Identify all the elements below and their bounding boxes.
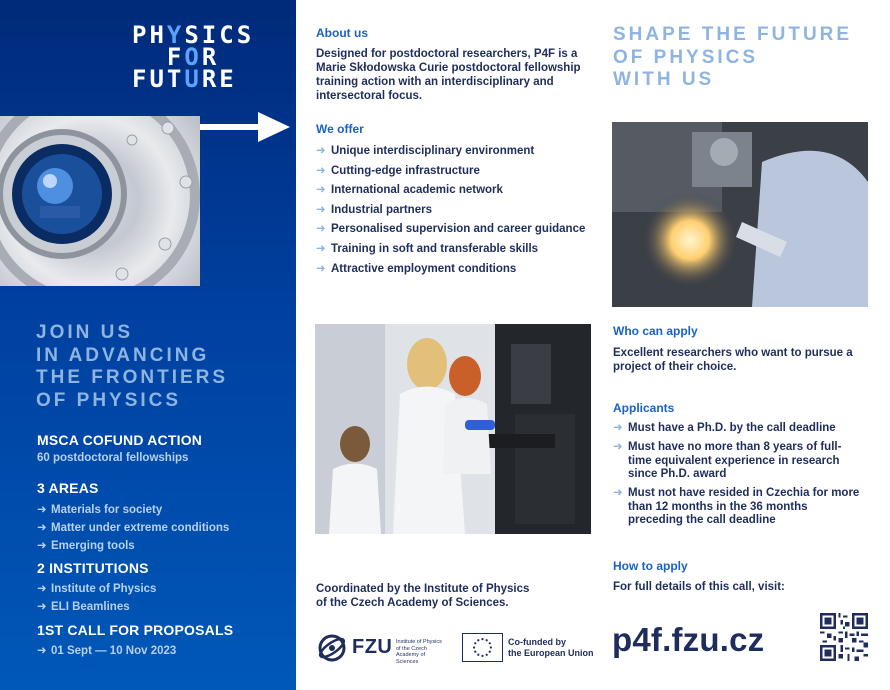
list-item: ➜ Personalised supervision and career guidance (316, 223, 586, 236)
list-item: ➜ Unique interdisciplinary environment (316, 145, 535, 157)
list-item: ➜ Cutting-edge infrastructure (316, 164, 480, 177)
how-to-apply-text: For full details of this call, visit: (613, 581, 785, 593)
msca-title: MSCA COFUND ACTION (37, 432, 203, 448)
msca-subtitle: 60 postdoctoral fellowships (37, 452, 189, 464)
qr-code-icon (820, 613, 868, 661)
arrow-icon: ➜ (37, 601, 47, 613)
website-url-link[interactable]: p4f.fzu.cz (612, 621, 765, 658)
logo-row-1: PHYSICS (132, 21, 255, 49)
eu-flag-icon (462, 633, 503, 662)
arrow-icon: ➜ (613, 422, 623, 434)
how-to-apply-title: How to apply (613, 559, 688, 573)
areas-list (37, 501, 229, 555)
who-can-apply-text: Excellent researchers who want to pursue a project of their choice. (613, 347, 853, 373)
list-item: ➜ Training in soft and transferable skills (316, 242, 539, 255)
coordinated-by-text: Coordinated by the Institute of Physics of the Czech Academy of Sciences. (316, 583, 530, 609)
list-item: ➜ Attractive employment conditions (316, 262, 517, 275)
list-item: ➜ ELI Beamlines (37, 598, 156, 616)
list-item: ➜ Materials for society (37, 501, 229, 519)
call-title: 1ST CALL FOR PROPOSALS (37, 622, 234, 638)
arrow-icon: ➜ (37, 583, 47, 595)
arrow-icon: ➜ (37, 504, 47, 516)
institutions-title: 2 INSTITUTIONS (37, 560, 149, 576)
arrow-icon: ➜ (316, 223, 326, 236)
arrow-icon: ➜ (613, 487, 623, 499)
arrow-icon: ➜ (37, 522, 47, 534)
call-dates-list (37, 642, 176, 660)
eu-cofunded-text: Co-funded by the European Union (508, 637, 594, 658)
right-arrow-icon (200, 108, 292, 148)
vacuum-chamber-photo (0, 116, 200, 286)
list-item: ➜ Industrial partners (316, 203, 432, 216)
arrow-icon: ➜ (613, 441, 623, 453)
applicants-list (613, 422, 865, 533)
logo-row-2: FOR (132, 43, 220, 71)
about-us-title: About us (316, 26, 368, 40)
offer-list (316, 144, 586, 281)
physics-for-future-logo (132, 21, 255, 93)
list-item: ➜ Institute of Physics (37, 580, 156, 598)
areas-title: 3 AREAS (37, 480, 99, 496)
shape-the-future-heading: SHAPE THE FUTURE OF PHYSICS WITH US (613, 24, 853, 90)
list-item: ➜ Must not have resided in Czechia for more than 12 months in the 36 months preceding the call deadline (613, 487, 860, 526)
arrow-icon: ➜ (316, 184, 326, 197)
list-item: ➜ Emerging tools (37, 537, 229, 555)
list-item: ➜ Must have a Ph.D. by the call deadline (613, 422, 836, 434)
researchers-microscope-photo (315, 324, 591, 534)
about-us-text: Designed for postdoctoral researchers, P4F is a Marie Skłodowska Curie postdoctoral fellowship training action with an interdisciplinary and intersectoral focus. (316, 48, 581, 102)
arrow-icon: ➜ (37, 540, 47, 552)
logo-row-3: FUTURE (132, 65, 237, 93)
arrow-icon: ➜ (37, 645, 47, 657)
arrow-icon: ➜ (316, 164, 326, 177)
list-item: ➜ Matter under extreme conditions (37, 519, 229, 537)
list-item: ➜ Must have no more than 8 years of full-time equivalent experience in research since Ph.D. award (613, 441, 842, 480)
who-can-apply-title: Who can apply (613, 324, 698, 338)
arrow-icon: ➜ (316, 262, 326, 275)
we-offer-title: We offer (316, 122, 364, 136)
list-item: ➜ International academic network (316, 184, 503, 197)
arrow-icon: ➜ (316, 145, 326, 157)
fzu-wordmark: FZU (352, 636, 393, 658)
join-us-heading: JOIN US IN ADVANCING THE FRONTIERS OF PHYSICS (36, 322, 229, 411)
arrow-icon: ➜ (316, 242, 326, 255)
arrow-icon: ➜ (316, 203, 326, 216)
list-item: ➜ 01 Sept — 10 Nov 2023 (37, 642, 176, 660)
laser-lab-photo (612, 122, 868, 307)
left-blue-panel (0, 0, 296, 690)
fzu-institute-text: Institute of Physics of the Czech Academy of Sciences (396, 639, 442, 665)
institutions-list (37, 580, 156, 616)
applicants-title: Applicants (613, 401, 675, 415)
